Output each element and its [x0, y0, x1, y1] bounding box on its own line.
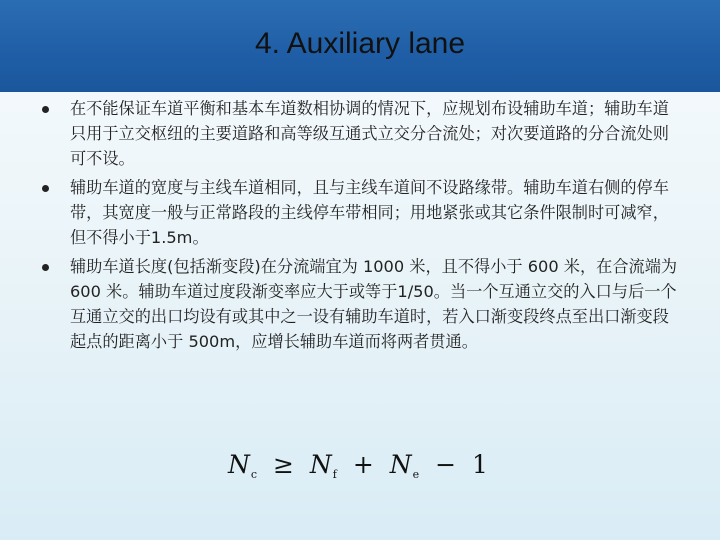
formula-lhs-var: N	[228, 450, 250, 479]
formula-lhs-sub: c	[250, 468, 258, 481]
formula	[228, 450, 488, 481]
formula-term2-sub: e	[412, 468, 420, 481]
bullet-item	[40, 96, 680, 171]
bullet-text: 辅助车道的宽度与主线车道相同，且与主线车道间不设路缘带。辅助车道右侧的停车带，其宽度一般与正常路段的主线停车带相同；用地紧张或其它条件限制时可减窄，但不得小于1.5m。	[70, 178, 669, 247]
bullet-text: 在不能保证车道平衡和基本车道数相协调的情况下，应规划布设辅助车道；辅助车道只用于立交枢纽的主要道路和高等级互通式立交分合流处；对次要道路的分合流处则可不设。	[70, 99, 669, 168]
formula-relation: ≥	[273, 450, 294, 479]
bullet-dot-icon	[42, 106, 49, 113]
formula-constant: 1	[471, 450, 488, 479]
formula-plus: +	[352, 450, 374, 479]
slide-title: 4. Auxiliary lane	[254, 27, 466, 60]
title-bar	[0, 0, 720, 92]
bullet-item	[40, 175, 680, 250]
bullet-text: 辅助车道长度(包括渐变段)在分流端宜为 1000 米，且不得小于 600 米，在合流端为 600 米。辅助车道过度段渐变率应大于或等于1/50。当一个互通立交的入口与后一个互通立交的出口均设有或其中之一设有辅助车道时，若入口渐变段终点至出口渐变段起点的距离小于 500m，应增长辅助车道而将两者贯通。	[70, 257, 678, 351]
formula-term1-sub: f	[332, 468, 337, 481]
bullet-dot-icon	[42, 264, 49, 271]
formula-term1-var: N	[309, 450, 332, 479]
bullet-list	[40, 96, 680, 358]
bullet-item	[40, 254, 680, 354]
bullet-dot-icon	[42, 185, 49, 192]
formula-term2-var: N	[389, 450, 412, 479]
formula-minus: −	[435, 450, 457, 479]
